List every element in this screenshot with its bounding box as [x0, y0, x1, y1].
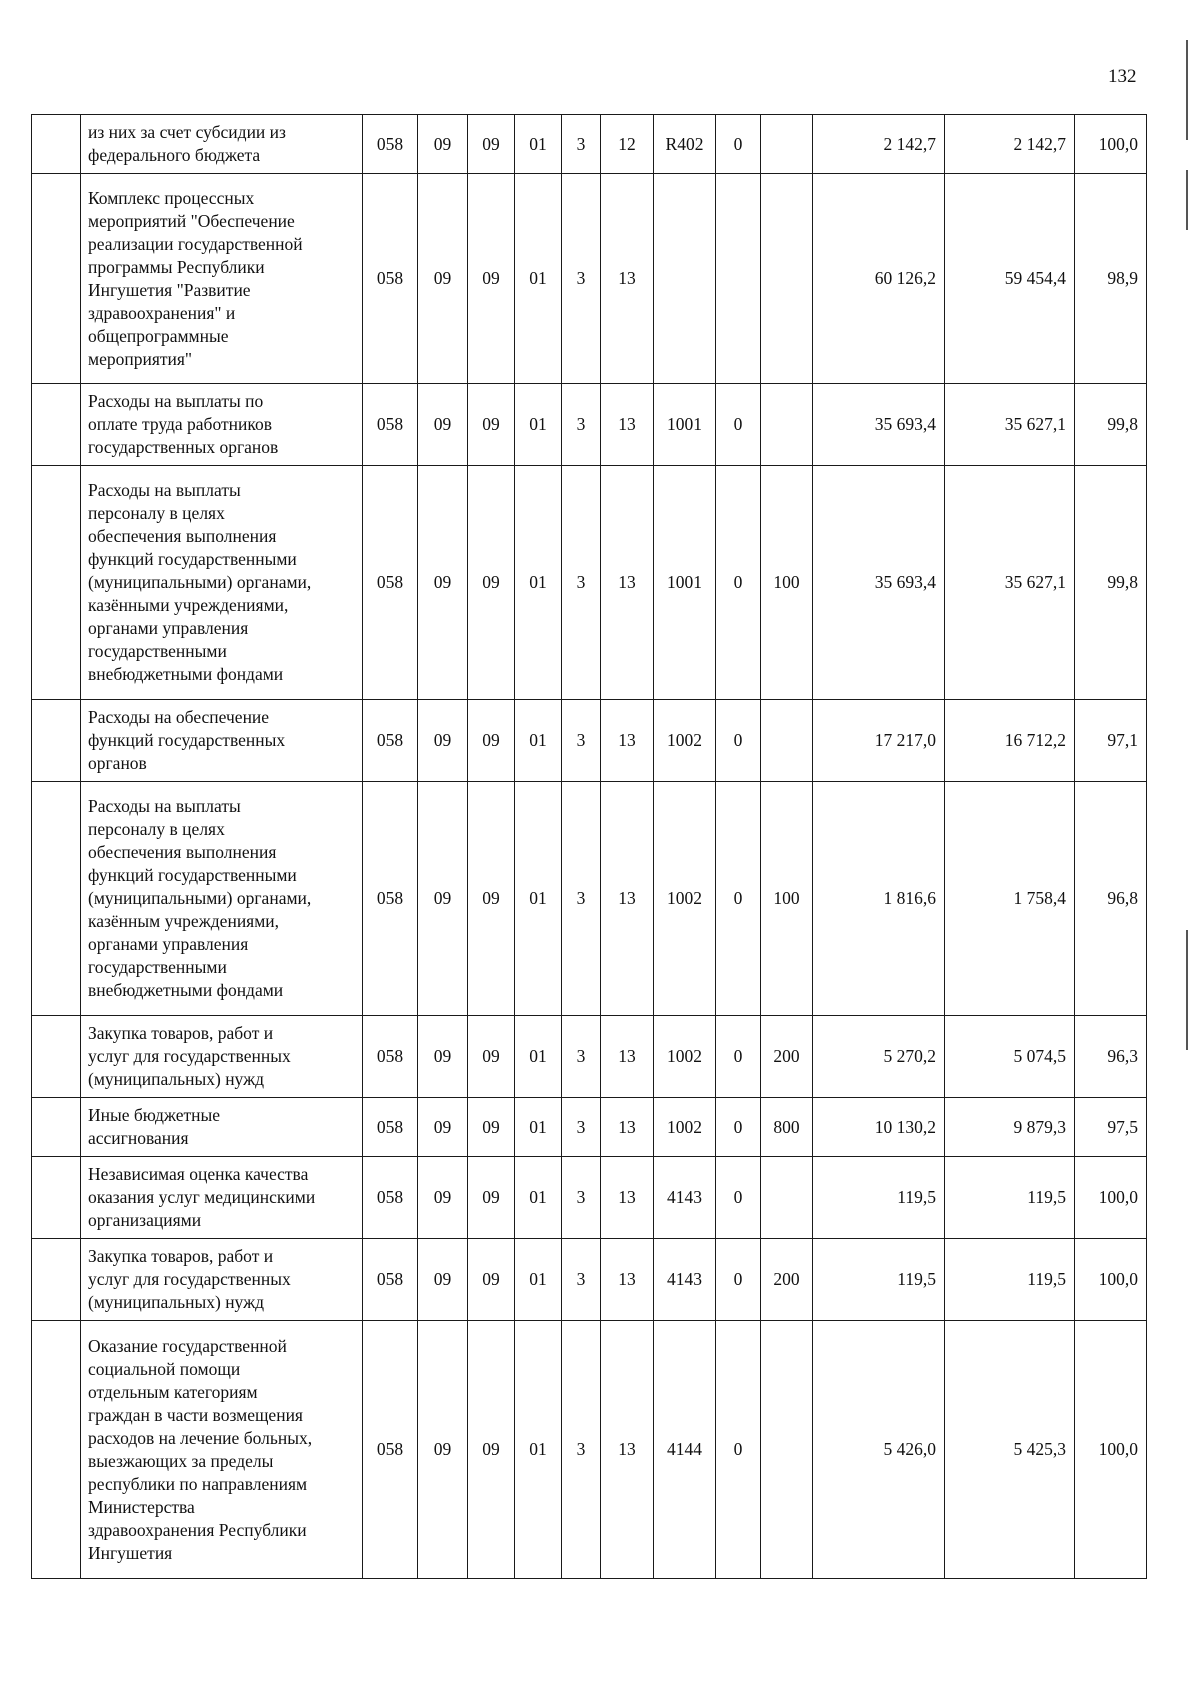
program-code: 01 — [515, 1016, 562, 1098]
subprogram-type-code: 3 — [562, 1157, 601, 1239]
section-code: 09 — [418, 174, 468, 384]
subsection-code: 09 — [468, 782, 515, 1016]
row-name: Расходы на обеспечение функций государственных органов — [81, 700, 363, 782]
expense-type-code: 200 — [761, 1239, 813, 1321]
direction-suffix-code: 0 — [716, 466, 761, 700]
section-code: 09 — [418, 700, 468, 782]
table-row — [32, 384, 1147, 466]
scan-edge-mark — [1186, 930, 1188, 1050]
direction-code: 4144 — [654, 1321, 716, 1579]
scan-edge-mark — [1186, 170, 1188, 230]
admin-code: 058 — [363, 1321, 418, 1579]
plan-amount: 60 126,2 — [813, 174, 945, 384]
row-name: Комплекс процессных мероприятий "Обеспечение реализации государственной программы Республики Ингушетия "Развитие здравоохранения" и общепрограммные мероприятия" — [81, 174, 363, 384]
row-number-cell — [32, 1157, 81, 1239]
table-row — [32, 700, 1147, 782]
program-code: 01 — [515, 1098, 562, 1157]
admin-code: 058 — [363, 1239, 418, 1321]
execution-percent: 98,9 — [1075, 174, 1147, 384]
actual-amount: 2 142,7 — [945, 115, 1075, 174]
execution-percent: 100,0 — [1075, 1321, 1147, 1579]
section-code: 09 — [418, 1321, 468, 1579]
row-name: из них за счет субсидии из федерального бюджета — [81, 115, 363, 174]
actual-amount: 59 454,4 — [945, 174, 1075, 384]
admin-code: 058 — [363, 1016, 418, 1098]
structural-element-code: 13 — [601, 174, 654, 384]
actual-amount: 119,5 — [945, 1239, 1075, 1321]
table-row — [32, 782, 1147, 1016]
subprogram-type-code: 3 — [562, 1098, 601, 1157]
structural-element-code: 13 — [601, 700, 654, 782]
row-name: Закупка товаров, работ и услуг для государственных (муниципальных) нужд — [81, 1016, 363, 1098]
direction-code: 1002 — [654, 782, 716, 1016]
subsection-code: 09 — [468, 115, 515, 174]
table-row — [32, 174, 1147, 384]
direction-suffix-code: 0 — [716, 1157, 761, 1239]
table-row — [32, 115, 1147, 174]
expense-type-code — [761, 115, 813, 174]
subprogram-type-code: 3 — [562, 1239, 601, 1321]
direction-suffix-code — [716, 174, 761, 384]
subsection-code: 09 — [468, 1321, 515, 1579]
expense-type-code: 100 — [761, 782, 813, 1016]
section-code: 09 — [418, 1157, 468, 1239]
subsection-code: 09 — [468, 1098, 515, 1157]
actual-amount: 9 879,3 — [945, 1098, 1075, 1157]
admin-code: 058 — [363, 782, 418, 1016]
direction-code: 1002 — [654, 700, 716, 782]
plan-amount: 10 130,2 — [813, 1098, 945, 1157]
expense-type-code — [761, 384, 813, 466]
row-name: Расходы на выплаты персоналу в целях обеспечения выполнения функций государственными (муниципальными) органами, казённым учреждениями, органами управления государственными внебюджетными фондами — [81, 782, 363, 1016]
row-number-cell — [32, 1098, 81, 1157]
program-code: 01 — [515, 1239, 562, 1321]
subprogram-type-code: 3 — [562, 115, 601, 174]
direction-suffix-code: 0 — [716, 1321, 761, 1579]
expense-type-code: 800 — [761, 1098, 813, 1157]
row-name: Расходы на выплаты персоналу в целях обеспечения выполнения функций государственными (муниципальными) органами, казёнными учреждениями, органами управления государственными внебюджетными фондами — [81, 466, 363, 700]
actual-amount: 35 627,1 — [945, 466, 1075, 700]
actual-amount: 35 627,1 — [945, 384, 1075, 466]
subprogram-type-code: 3 — [562, 700, 601, 782]
plan-amount: 119,5 — [813, 1239, 945, 1321]
structural-element-code: 13 — [601, 1098, 654, 1157]
section-code: 09 — [418, 115, 468, 174]
subprogram-type-code: 3 — [562, 1321, 601, 1579]
plan-amount: 119,5 — [813, 1157, 945, 1239]
admin-code: 058 — [363, 700, 418, 782]
expense-type-code — [761, 174, 813, 384]
row-number-cell — [32, 1321, 81, 1579]
direction-code: 1002 — [654, 1016, 716, 1098]
direction-suffix-code: 0 — [716, 384, 761, 466]
execution-percent: 100,0 — [1075, 1239, 1147, 1321]
table-row — [32, 466, 1147, 700]
row-number-cell — [32, 174, 81, 384]
direction-code: 4143 — [654, 1157, 716, 1239]
direction-code: R402 — [654, 115, 716, 174]
program-code: 01 — [515, 700, 562, 782]
execution-percent: 100,0 — [1075, 115, 1147, 174]
page-number: 132 — [1108, 66, 1137, 87]
subsection-code: 09 — [468, 700, 515, 782]
budget-table — [31, 114, 1147, 1579]
direction-suffix-code: 0 — [716, 1098, 761, 1157]
program-code: 01 — [515, 466, 562, 700]
structural-element-code: 13 — [601, 1239, 654, 1321]
row-name: Закупка товаров, работ и услуг для государственных (муниципальных) нужд — [81, 1239, 363, 1321]
actual-amount: 5 074,5 — [945, 1016, 1075, 1098]
row-number-cell — [32, 700, 81, 782]
subprogram-type-code: 3 — [562, 384, 601, 466]
subprogram-type-code: 3 — [562, 1016, 601, 1098]
actual-amount: 5 425,3 — [945, 1321, 1075, 1579]
structural-element-code: 13 — [601, 782, 654, 1016]
direction-code: 1002 — [654, 1098, 716, 1157]
section-code: 09 — [418, 1098, 468, 1157]
direction-suffix-code: 0 — [716, 1239, 761, 1321]
execution-percent: 99,8 — [1075, 466, 1147, 700]
subsection-code: 09 — [468, 1239, 515, 1321]
program-code: 01 — [515, 174, 562, 384]
admin-code: 058 — [363, 1098, 418, 1157]
table-row — [32, 1239, 1147, 1321]
section-code: 09 — [418, 384, 468, 466]
subsection-code: 09 — [468, 384, 515, 466]
admin-code: 058 — [363, 115, 418, 174]
table-row — [32, 1098, 1147, 1157]
expense-type-code: 200 — [761, 1016, 813, 1098]
execution-percent: 96,3 — [1075, 1016, 1147, 1098]
section-code: 09 — [418, 1016, 468, 1098]
structural-element-code: 13 — [601, 1321, 654, 1579]
row-name: Оказание государственной социальной помощи отдельным категориям граждан в части возмещения расходов на лечение больных, выезжающих за пределы республики по направлениям Министерства здравоохранения Республики Ингушетия — [81, 1321, 363, 1579]
expense-type-code — [761, 700, 813, 782]
table-row — [32, 1321, 1147, 1579]
expense-type-code — [761, 1321, 813, 1579]
direction-suffix-code: 0 — [716, 700, 761, 782]
direction-suffix-code: 0 — [716, 1016, 761, 1098]
admin-code: 058 — [363, 466, 418, 700]
execution-percent: 97,5 — [1075, 1098, 1147, 1157]
program-code: 01 — [515, 115, 562, 174]
section-code: 09 — [418, 1239, 468, 1321]
structural-element-code: 12 — [601, 115, 654, 174]
plan-amount: 17 217,0 — [813, 700, 945, 782]
plan-amount: 5 426,0 — [813, 1321, 945, 1579]
plan-amount: 35 693,4 — [813, 466, 945, 700]
row-number-cell — [32, 384, 81, 466]
subprogram-type-code: 3 — [562, 466, 601, 700]
row-number-cell — [32, 1016, 81, 1098]
table-row — [32, 1157, 1147, 1239]
program-code: 01 — [515, 384, 562, 466]
table-row — [32, 1016, 1147, 1098]
actual-amount: 1 758,4 — [945, 782, 1075, 1016]
section-code: 09 — [418, 466, 468, 700]
direction-suffix-code: 0 — [716, 782, 761, 1016]
row-name: Расходы на выплаты по оплате труда работников государственных органов — [81, 384, 363, 466]
direction-code: 4143 — [654, 1239, 716, 1321]
plan-amount: 1 816,6 — [813, 782, 945, 1016]
subsection-code: 09 — [468, 1157, 515, 1239]
structural-element-code: 13 — [601, 466, 654, 700]
expense-type-code: 100 — [761, 466, 813, 700]
plan-amount: 2 142,7 — [813, 115, 945, 174]
execution-percent: 96,8 — [1075, 782, 1147, 1016]
program-code: 01 — [515, 782, 562, 1016]
direction-code — [654, 174, 716, 384]
direction-code: 1001 — [654, 466, 716, 700]
structural-element-code: 13 — [601, 1016, 654, 1098]
row-number-cell — [32, 782, 81, 1016]
direction-suffix-code: 0 — [716, 115, 761, 174]
row-name: Иные бюджетные ассигнования — [81, 1098, 363, 1157]
admin-code: 058 — [363, 174, 418, 384]
subsection-code: 09 — [468, 1016, 515, 1098]
program-code: 01 — [515, 1321, 562, 1579]
program-code: 01 — [515, 1157, 562, 1239]
scan-edge-mark — [1186, 40, 1188, 140]
subprogram-type-code: 3 — [562, 782, 601, 1016]
subsection-code: 09 — [468, 174, 515, 384]
execution-percent: 99,8 — [1075, 384, 1147, 466]
admin-code: 058 — [363, 1157, 418, 1239]
admin-code: 058 — [363, 384, 418, 466]
row-number-cell — [32, 466, 81, 700]
plan-amount: 5 270,2 — [813, 1016, 945, 1098]
row-number-cell — [32, 115, 81, 174]
row-number-cell — [32, 1239, 81, 1321]
actual-amount: 119,5 — [945, 1157, 1075, 1239]
expense-type-code — [761, 1157, 813, 1239]
structural-element-code: 13 — [601, 384, 654, 466]
subsection-code: 09 — [468, 466, 515, 700]
actual-amount: 16 712,2 — [945, 700, 1075, 782]
section-code: 09 — [418, 782, 468, 1016]
structural-element-code: 13 — [601, 1157, 654, 1239]
row-name: Независимая оценка качества оказания услуг медицинскими организациями — [81, 1157, 363, 1239]
direction-code: 1001 — [654, 384, 716, 466]
execution-percent: 100,0 — [1075, 1157, 1147, 1239]
subprogram-type-code: 3 — [562, 174, 601, 384]
plan-amount: 35 693,4 — [813, 384, 945, 466]
execution-percent: 97,1 — [1075, 700, 1147, 782]
